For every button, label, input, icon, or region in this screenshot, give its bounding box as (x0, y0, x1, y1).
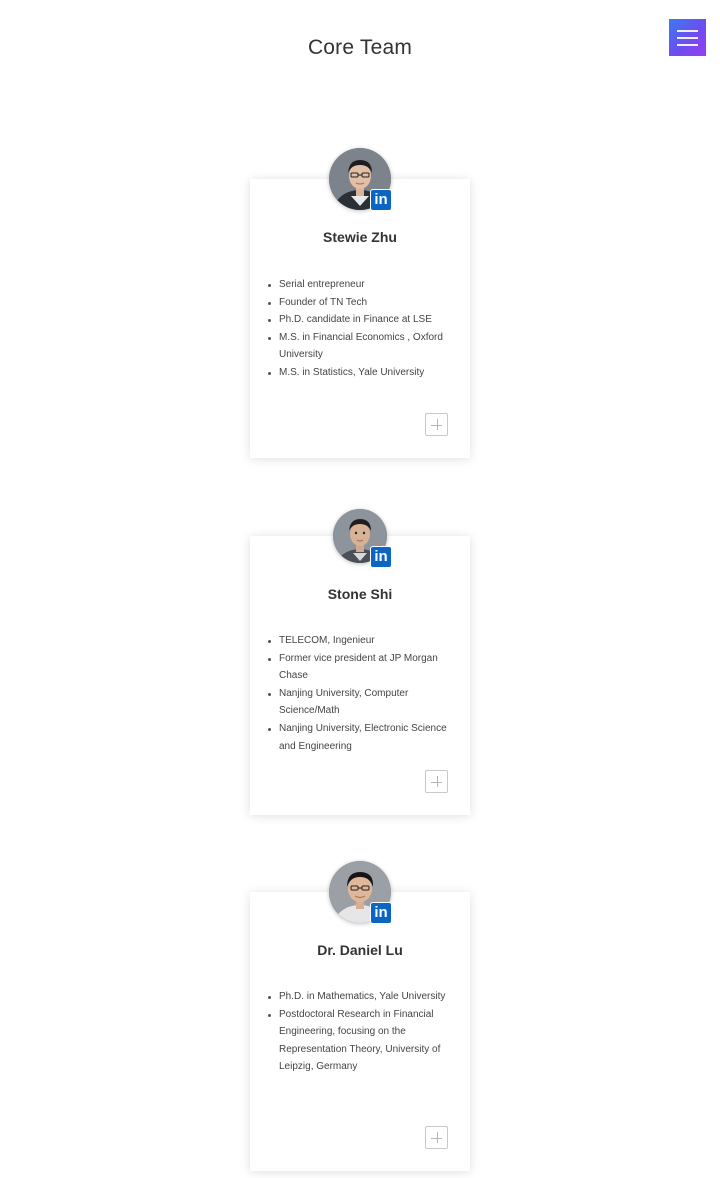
bio-item: Former vice president at JP Morgan Chase (279, 650, 451, 685)
bio-item: Ph.D. candidate in Finance at LSE (279, 311, 451, 329)
team-card (250, 536, 470, 815)
bio-item: Founder of TN Tech (279, 294, 451, 312)
member-name: Stewie Zhu (323, 229, 397, 245)
hamburger-icon (677, 30, 698, 32)
bio-item: M.S. in Financial Economics , Oxford University (279, 329, 451, 364)
avatar-container (333, 509, 387, 563)
linkedin-icon[interactable]: in (370, 902, 392, 924)
team-card (250, 892, 470, 1171)
member-name: Dr. Daniel Lu (317, 942, 403, 958)
bio-item: Postdoctoral Research in Financial Engineering, focusing on the Representation Theory, University of Leipzig, Germany (279, 1006, 451, 1076)
bio-item: TELECOM, Ingenieur (279, 632, 451, 650)
linkedin-icon[interactable]: in (370, 189, 392, 211)
bio-list (279, 632, 451, 755)
bio-item: Nanjing University, Electronic Science and Engineering (279, 720, 451, 755)
bio-item: Serial entrepreneur (279, 276, 451, 294)
bio-list (279, 988, 451, 1076)
bio-item: Ph.D. in Mathematics, Yale University (279, 988, 451, 1006)
expand-button[interactable] (425, 1126, 448, 1149)
avatar-container (329, 148, 391, 210)
member-name: Stone Shi (327, 586, 393, 602)
bio-list (279, 276, 451, 382)
avatar-container (329, 861, 391, 923)
bio-item: M.S. in Statistics, Yale University (279, 364, 451, 382)
section-title: Core Team (307, 36, 413, 59)
linkedin-icon[interactable]: in (370, 546, 392, 568)
expand-button[interactable] (425, 413, 448, 436)
bio-item: Nanjing University, Computer Science/Math (279, 685, 451, 720)
expand-button[interactable] (425, 770, 448, 793)
team-card (250, 179, 470, 458)
